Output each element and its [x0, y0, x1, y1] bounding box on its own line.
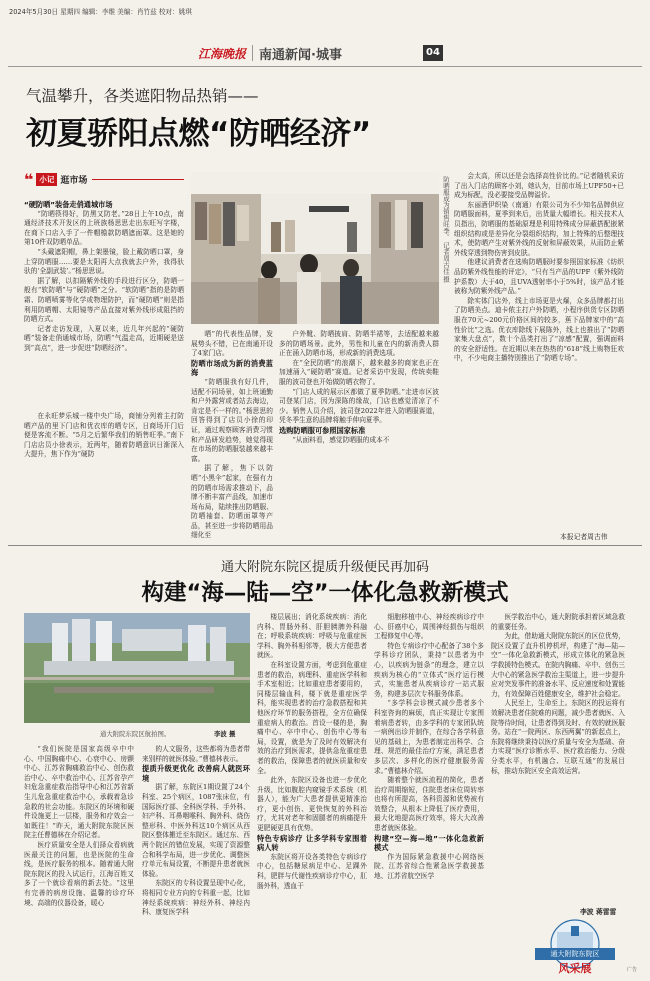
story2-subhead-3: 构建“空—海—地”一体化急救新模式	[374, 833, 484, 853]
paragraph: 晒”的代表性品牌，发展势头不错，已在南通开设了4家门店。	[191, 330, 273, 358]
paragraph: 据了解，以扣隔紫外线的手段进行区分，防晒一般有“软防晒”与“硬防晒”之分。“软防晒”指的是防晒霜、防晒喷雾等化学或物理防护，而“硬防晒”则是指利用防晒帽、太阳镜等产品直接对紫外线形成阻挡的防晒方式。	[24, 276, 184, 324]
story2-photo	[24, 613, 250, 723]
hospital-aerial-image	[24, 613, 250, 723]
story1-column-4	[279, 330, 439, 542]
paragraph: 作为国际紧急救援中心网络医院、江苏省综合性紧急医学救援基地、江苏省航空医学	[374, 852, 484, 881]
paragraph: 此外，东院区设备也进一步优化升级，比如腹腔内窥镜手术系统（机器人），能为广大患者提供更精准治疗，更小创伤、更快恢复的外科治疗，尤其对老年和固腿者的病痛提升更肥硬更具有优势。	[257, 776, 367, 833]
story2-byline: 李波 蒋雷雷	[580, 908, 617, 916]
badge-line-2: 风采展	[558, 962, 592, 975]
column-tag-rule	[92, 179, 184, 180]
story1-photo-caption: 防晒服成为销售旺季。 记者周古佳 摄	[442, 176, 450, 283]
paragraph: 医学救治中心，通大附院承担着区域急救的重要任务。	[491, 613, 625, 631]
paragraph: “防晒筷得好，防黑又防老。”28日上午10点，南通经济技术开发区的上班族杨思思走出东旺写字楼，在商下口店入手了一件帽檐款防晒遮面罩。这是她的第10件双防晒单品。	[24, 209, 184, 247]
paragraph: “我们医院是国家高级卒中中心、中国胸痛中心、心衰中心、房颤中心、江苏省胸痛救治中心、创伤救治中心、卒中救治中心、江苏省孕产妇危急重症救治指导中心和江苏省新生儿危急重症救治中心，承载着急诊急救的社会功能。东院区的环境和硬件设施更上一层楼，服务和疗效会一如既往！”昨天，通大附院东院区医院主任曹德林在介绍记者。	[24, 745, 134, 840]
paragraph: “头戴遮阳帽，鼻上架墨镜，脸上戴防晒口罩，身上穿防晒服……要是太阳再大点我就去户外，我得驮驮的‘全副武装’。”杨思思说。	[24, 247, 184, 276]
story1-kicker: 气温攀升，各类遮阳物品热销——	[26, 87, 259, 105]
column-tag-big: 逛市场	[60, 175, 88, 186]
story1-photo	[191, 172, 439, 324]
paragraph: 在永旺梦乐城一楼中央广场，商铺分列着主打防晒产品的里下门店和优衣库的晒专区，日商场开门后便是客流不断。“5月之后繁华我们的销售旺季。”南下门店店员小徐表示，近两年，随着防晒意识日渐深入大提升，焦下作为“硬防	[24, 412, 184, 459]
paragraph: 东院区的专科设置呈现中心化，将相同专业方向的专科重一起，比如神经系统疾病：神经外科、神经内科、康复医学科	[142, 879, 250, 917]
paragraph: “多学科会诊模式减少患者多个科室咨询的麻烦，真正实现让专家围着病患者转，由多学科的专家团队统一病例出诊并制作，在综合各学科意见的基础上，为患者制定出科学、合理、规范的最佳治疗方案，满足患者多层次、多样化的医疗健康服务需求。”曹德林介绍。	[374, 699, 484, 775]
paragraph: 楼层展出；消化系统疾病：消化内科、胃肠外科、肝胆胰脾外科融在；呼吸系统疾病：呼吸与危重症医学科、胸外科相邻等，极大方便患者就医。	[257, 613, 367, 660]
paragraph: “门店人成的展示区都做了夏季防晒。”走进市区波司登某门店，因为深陈的缘故，门店也感觉清凉了不少。销售人员介绍，波司登2022年进入防晒服赛道，凭冬季生意的品牌将触手伸向夏季。	[279, 387, 439, 425]
paragraph: 为此，借助通大附院东院区的区位优势，院区设置了直升机停机坪，构建了“海—陆—空”一体化急救新模式，形成立体化的紧急医学救援特色模式。在院内胸痛、卒中、创伤三大中心的紧急医学救治主渠道上，进一步提升应对突发事件的准备水平、反应速度和处置能力，有效保障百姓健康安全，维护社会稳定。	[491, 632, 625, 698]
story1-subhead-2: 防晒市场成为新的消费蓝海	[191, 358, 273, 378]
masthead	[198, 42, 412, 64]
page-number: 04	[423, 45, 443, 61]
story2-photographer: 李波 摄	[214, 730, 236, 738]
column-tag-small: 小记	[36, 173, 57, 186]
paragraph: 东丽酒伊织染（南通）有限公司为不少知名品牌供应防晒服面料，夏季到来后，出货量大幅增长。相关技术人员指出，防晒服的基础原理是利用特殊成分屏蔽搭配嵌紧组织结构或是差异化分裂组织结构，加上特殊的后整理技术，使防晒产生对紫外线的反射和屏蔽效果，从而防止紫外线穿透到物伤害到皮肤。	[454, 200, 624, 257]
paragraph: 户外靴、防晒披肩、防晒半裙等，去适配越来越多的防晒场景。此外，男性和儿童在内的新消费人群正在涌入防晒市场，形成新的消费选项。	[279, 330, 439, 358]
paper-name: 江海晚报	[198, 46, 247, 61]
story1-subhead-3: 选购防晒服可参照国家标准	[279, 425, 366, 435]
story2-kicker: 通大附院东院区提质升级便民再加码	[220, 560, 429, 575]
story2-subhead-1: 提质升级更优化 改善病人就医环境	[142, 764, 250, 783]
story1-headline: 初夏骄阳点燃“防晒经济”	[26, 116, 371, 152]
story1-byline: 本报记者周古伟	[560, 533, 608, 541]
ad-mark: 广告	[627, 967, 638, 973]
paragraph: 医疗质量安全是人们择众看病就医最关注的问题，也是医院的生命线，是医疗服务的根本。随着通大附院东院区的投入试运行，江海百姓又多了一个就诊看病的新去处。“这里有完善的病房设施、温馨的诊疗环境、高端的仪器设备，暖心	[24, 840, 134, 907]
story2-column-4	[374, 613, 484, 970]
paragraph: 的人文服务，这些都将为患者带来别样的就医体验。”曹德林表示。	[142, 745, 250, 763]
issue-date-info: 2024年5月30日 星期四 编辑：李维 美编：肖竹兹 校对：姚琪	[9, 8, 192, 16]
story2-photo-caption: 通大附院东院区航拍图。	[100, 730, 171, 738]
paragraph: 在科室设置方面，考虑到危重症患者的救治，病理科、重症医学科和手术室相近；比如重症患者要用的，同楼层输血科，楼下就是重症医学科，能实现患者的治疗急救搭程和其他医疗环节的服务搭程，全方位确保重症病人的救治。首设一楼的是，胸痛中心、卒中中心、创伤中心等布局，设置，就是为了及时有效解决有效的治疗到医需求，提供急危重症患者的救治，保障患者的就医质量和安全。	[257, 660, 367, 775]
story2-column-1	[24, 745, 134, 970]
paragraph: 据了解，东院区1期设置了24个科室、25个病区，1087张床位，有国际医疗部、全科医学科、手外科、妇产科、耳鼻咽喉科、胸外科、烧伤整形科、中医外科这10个病区从西院区整体搬迁至东院区。通过东、西两个院区的错位发展，实现了资源整合和科学布局，进一步优化、调整医疗单元布局设置，不断提升患者就医体验。	[142, 783, 250, 878]
quote-mark-icon: ❝	[24, 169, 34, 189]
paragraph: 东院区将开设各类特色专病诊疗中心，包括糖尿病足中心、足踝外科，肥胖与代谢性疾病诊疗中心，肛肠外科，透血干	[257, 852, 367, 890]
story1-column-2	[24, 412, 184, 542]
story1-column-1	[24, 200, 184, 410]
paragraph: 除实体门店外，线上市场更是火爆，众多品牌都打出了防晒美点。迪卡侬主打户外防晒，小程序供货专区防晒服在70元~200元价格区间的较多，蕉下品牌家中的“高性价比”之选。优衣库除线下展陈外，线上也推出了“防晒家集大盘点”，数十个品类打出了“凉感”配置，强调面料的安全舒适性。在近期以来在热热的“618”线上购物狂欢中，不少电商主播特别推出了“防晒专场”。	[454, 296, 624, 363]
paragraph: “从面料看，感觉防晒服的成本不	[292, 435, 390, 444]
paragraph: 特色专病诊疗中心配备了38个多学科诊疗团队，秉持“以患者为中心，以疾病为链条”的理念，建立以疾病为核心的“立体式”医疗运行模式，实施患者从疾病诊疗一站式服务，构建多层次专科服务体系。	[374, 641, 484, 698]
column-tag	[24, 171, 87, 187]
hospital-badge	[527, 918, 623, 974]
header-rule	[8, 66, 642, 67]
paragraph: 会太高，所以还是会选择高性价比的。”记者随机采访了出入门店的顾客小刘，她认为，目前市场上UPF50+已成为标配，没必要接受品牌溢价。	[454, 172, 624, 200]
paragraph: 他建议消费者在选购防晒服时要参照国家标准《纺织品防紫外线性能的评定》，“只有当产品的UPF（紫外线防护系数）大于40，且UVA透射率小于5%时，该产品才能被称为防紫外线产品。”	[454, 258, 624, 296]
story2-column-3	[257, 613, 367, 970]
paragraph: “防晒服我有好几件，适配不同场景，如上班通勤和户外露营或者站去海边，肯定是不一样的。”杨思思的回答得到了店员小徐的印证，通过观察顾客消费习惯和产品研发趋势，她觉得现在市场的防晒服装越来越丰富。	[191, 377, 273, 463]
shop-interior-image	[191, 172, 439, 324]
story-divider	[8, 545, 642, 546]
paragraph: 据了解，焦下以防晒“小黑伞”起家，在强有力的防晒市场需求推动下，品牌不断丰富产品线，加速市场布局，陆续推出防晒服、防晒袖套、防晒面罩等产品，甚至进一步将防晒用品细化至	[191, 464, 273, 540]
paragraph: 记者走访发现，入夏以来，近几年兴起的“硬防晒”装备走俏通城市场，防晒“气温走高，近期硬是送到“高点”，进一步促进“防晒经济”。	[24, 324, 184, 352]
story2-subhead-2: 特色专病诊疗 让多学科专家围着病人转	[257, 833, 367, 853]
badge-line-1: 通大附院东院区	[535, 948, 615, 960]
paragraph: 人民至上，生命至上。东院区的投运将有效解决患者住院难的问题，减少患者就医、入院等待时间，让患者得到及时、有效的就医服务。站在“一院两区、东西两翼”的新起点上，东院将继续秉持以医疗质量与安全为基础、奋力实现“医疗诊断水平、医疗救治能力、分级分类水平，有机融合、互联互通”的发展目标，推动东院区安全高效运营。	[491, 699, 625, 775]
story1-subhead-1: “硬防晒”装备走俏通城市场	[24, 200, 113, 209]
story2-column-5	[491, 613, 625, 905]
story2-headline: 构建“海—陆—空”一体化急救新模式	[141, 580, 509, 606]
paragraph: 随着整个就医流程的简化，患者治疗周期缩短，住院患者床位周转率也将有所提高，各科资源和优势被有效整合，从根本上降低了医疗费用，最大化地提高医疗效率，将大大改善患者就医体验。	[374, 776, 484, 833]
paragraph: 在“全民防晒”的浪潮下，越来越多的商家也正在加速涌入“硬防晒”赛道。记者采访中发现，传统卖鞋服的波司登也开始做防晒衣物了。	[279, 358, 439, 386]
story1-column-5	[454, 172, 624, 530]
paragraph: 细胞移植中心、神经疾病诊疗中心、肝癌中心，周围神经损伤与组织工程修复中心等。	[374, 613, 484, 641]
section-name: 南通新闻·城事	[259, 47, 342, 63]
story2-column-2	[142, 745, 250, 970]
story1-column-3	[191, 330, 273, 542]
